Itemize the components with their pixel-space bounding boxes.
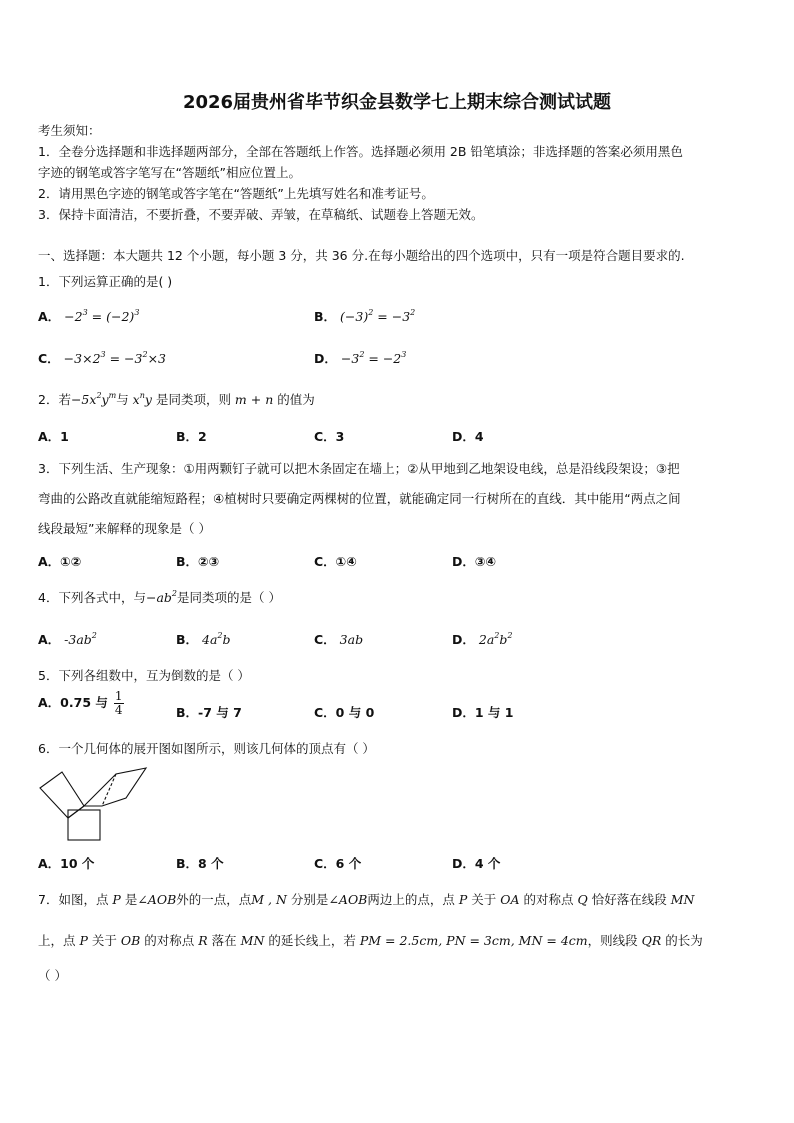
q1-option-a-math: $-2^3 = (-2)^3$: [64, 308, 140, 324]
q3-option-a: A．①②: [38, 554, 82, 569]
q1-option-b-math: $(-3)^2 = -3^2$: [340, 308, 416, 324]
q5-fraction: $\frac{1}{4}$: [114, 689, 123, 717]
q4-option-a: A． $-3ab^2$: [38, 631, 97, 647]
q1-option-c-label: C．: [38, 351, 60, 366]
page-title: 2026届贵州省毕节织金县数学七上期末综合测试试题: [182, 92, 612, 113]
q5-option-b: B．-7 与 7: [176, 705, 242, 720]
q1-option-d-math: $-3^2 = -2^3$: [340, 350, 407, 366]
q7-line-1: 7．如图，点 P 是∠AOB外的一点，点M , N 分别是∠AOB两边上的点，点 P 关于 OA 的对称点 Q 恰好落在线段 MN: [38, 892, 695, 907]
q3-option-c: C．①④: [314, 554, 357, 569]
q3-line-3: 线段最短”来解释的现象是（ ）: [38, 521, 211, 536]
q2-option-d: D．4: [452, 429, 484, 444]
q7-line-2: 上，点 P 关于 OB 的对称点 R 落在 MN 的延长线上，若 PM = 2.5cm, PN = 3cm, MN = 4cm，则线段 QR 的长为: [38, 933, 703, 948]
q2-option-a: A．1: [38, 429, 69, 444]
q5-option-a: A．0.75 与 $\frac{1}{4}$: [38, 689, 123, 717]
q3-option-b: B．②③: [176, 554, 220, 569]
q3-option-d: D．③④: [452, 554, 497, 569]
q1-option-a-label: A．: [38, 309, 61, 324]
q5-option-d: D．1 与 1: [452, 705, 514, 720]
q4-option-b: B． $4a^2b$: [176, 631, 231, 647]
q2-stem: 2．若$-5x^2y^m$与 $x^ny$ 是同类项，则 m + n 的值为: [38, 391, 315, 407]
q3-line-1: 3．下列生活、生产现象：①用两颗钉子就可以把木条固定在墙上；②从甲地到乙地架设电线，总是沿线段架设；③把: [38, 461, 680, 476]
q2-option-c: C．3: [314, 429, 345, 444]
q1-option-b-label: B．: [314, 309, 337, 324]
q1-option-d-label: D．: [314, 351, 337, 366]
q6-option-d: D．4 个: [452, 856, 501, 871]
q4-stem: 4．下列各式中，与$-ab^2$是同类项的是（ ）: [38, 589, 281, 605]
q1-option-d: [314, 349, 406, 367]
q3-line-2: 弯曲的公路改直就能缩短路程；④植树时只要确定两棵树的位置，就能确定同一行树所在的直线．其中能用“两点之间: [38, 491, 681, 506]
notes-item-1-cont: 字迹的钢笔或答字笔写在“答题纸”相应位置上。: [38, 165, 301, 180]
q1-option-a: [38, 307, 139, 325]
q4-option-d: D． $2a^2b^2$: [452, 631, 513, 647]
q6-net-figure: [38, 766, 150, 842]
section-heading: 一、选择题：本大题共 12 个小题，每小题 3 分，共 36 分.在每小题给出的四个选项中，只有一项是符合题目要求的.: [38, 248, 685, 263]
q2-option-b: B．2: [176, 429, 207, 444]
q1-stem: 1．下列运算正确的是( ): [38, 274, 173, 289]
q1-option-b: [314, 307, 415, 325]
q5-stem: 5．下列各组数中，互为倒数的是（ ）: [38, 668, 250, 683]
q4-option-c: C． 3ab: [314, 632, 364, 647]
q6-stem: 6．一个几何体的展开图如图所示，则该几何体的顶点有（ ）: [38, 741, 375, 756]
q1-option-c-math: $-3\times 2^3 = -3^2\times 3$: [63, 350, 167, 366]
q7-line-3: （ ）: [38, 968, 67, 983]
q6-option-a: A．10 个: [38, 856, 95, 871]
notes-item-3: 3．保持卡面清洁，不要折叠，不要弄破、弄皱，在草稿纸、试题卷上答题无效。: [38, 207, 484, 222]
q1-option-c: [38, 349, 166, 367]
q6-option-c: C．6 个: [314, 856, 362, 871]
notes-heading: 考生须知：: [38, 123, 101, 138]
q6-option-b: B．8 个: [176, 856, 224, 871]
q5-option-c: C．0 与 0: [314, 705, 375, 720]
notes-item-1: 1．全卷分选择题和非选择题两部分，全部在答题纸上作答。选择题必须用 2B 铅笔填涂；非选择题的答案必须用黑色: [38, 144, 683, 159]
notes-item-2: 2．请用黑色字迹的钢笔或答字笔在“答题纸”上先填写姓名和准考证号。: [38, 186, 434, 201]
